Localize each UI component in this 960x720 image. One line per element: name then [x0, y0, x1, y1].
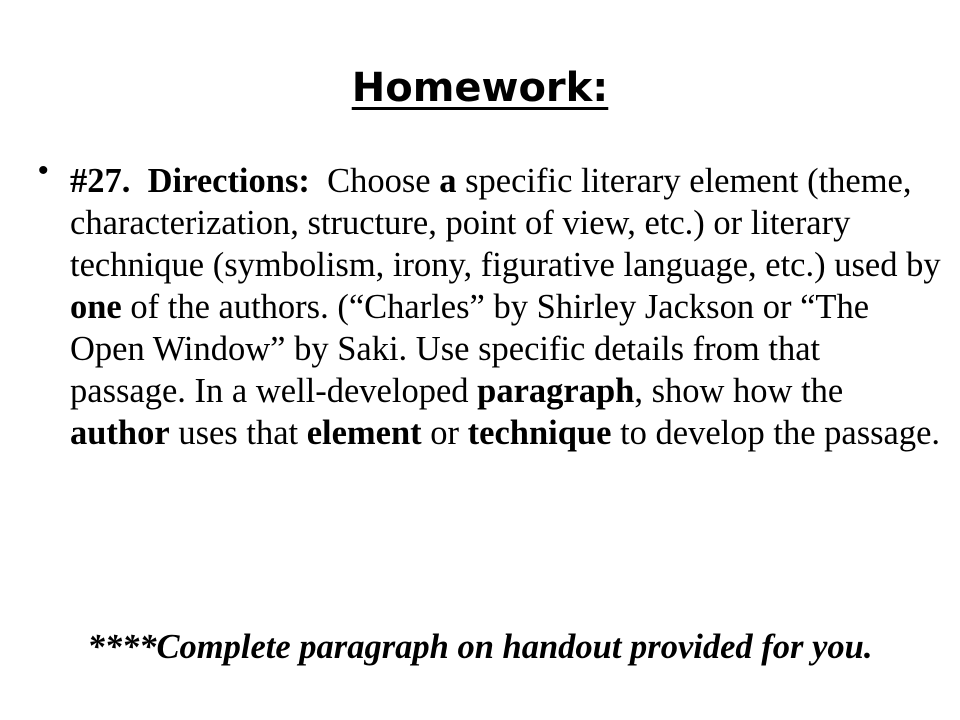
slide-title: Homework:	[351, 65, 609, 111]
emphasis-a: a	[439, 162, 457, 200]
emphasis-author: author	[70, 414, 170, 452]
paragraph-text: uses that	[178, 414, 299, 452]
emphasis-element: element	[306, 414, 422, 452]
paragraph-text: to develop the passage.	[620, 414, 941, 452]
paragraph-text: or	[430, 414, 460, 452]
directions-paragraph	[70, 160, 942, 454]
handout-note: ****Complete paragraph on handout provided for you.	[87, 628, 873, 666]
paragraph-text: of the authors. (“Charles” by Shirley Jackson or “The Open Window” by Saki. Use specific details from that passage. In a well-developed	[70, 288, 870, 410]
emphasis-technique: technique	[467, 414, 612, 452]
assignment-number: #27.	[70, 162, 131, 200]
directions-label: Directions:	[147, 162, 310, 200]
bullet-marker: •	[38, 154, 49, 187]
paragraph-text: Choose	[327, 162, 431, 200]
emphasis-paragraph: paragraph	[477, 372, 635, 410]
paragraph-text: , show how the	[634, 372, 844, 410]
paragraph-text: specific literary element (theme, characterization, structure, point of view, etc.) or literary technique (symbolism, irony, figurative language, etc.) used by	[70, 162, 941, 284]
emphasis-one: one	[70, 288, 122, 326]
